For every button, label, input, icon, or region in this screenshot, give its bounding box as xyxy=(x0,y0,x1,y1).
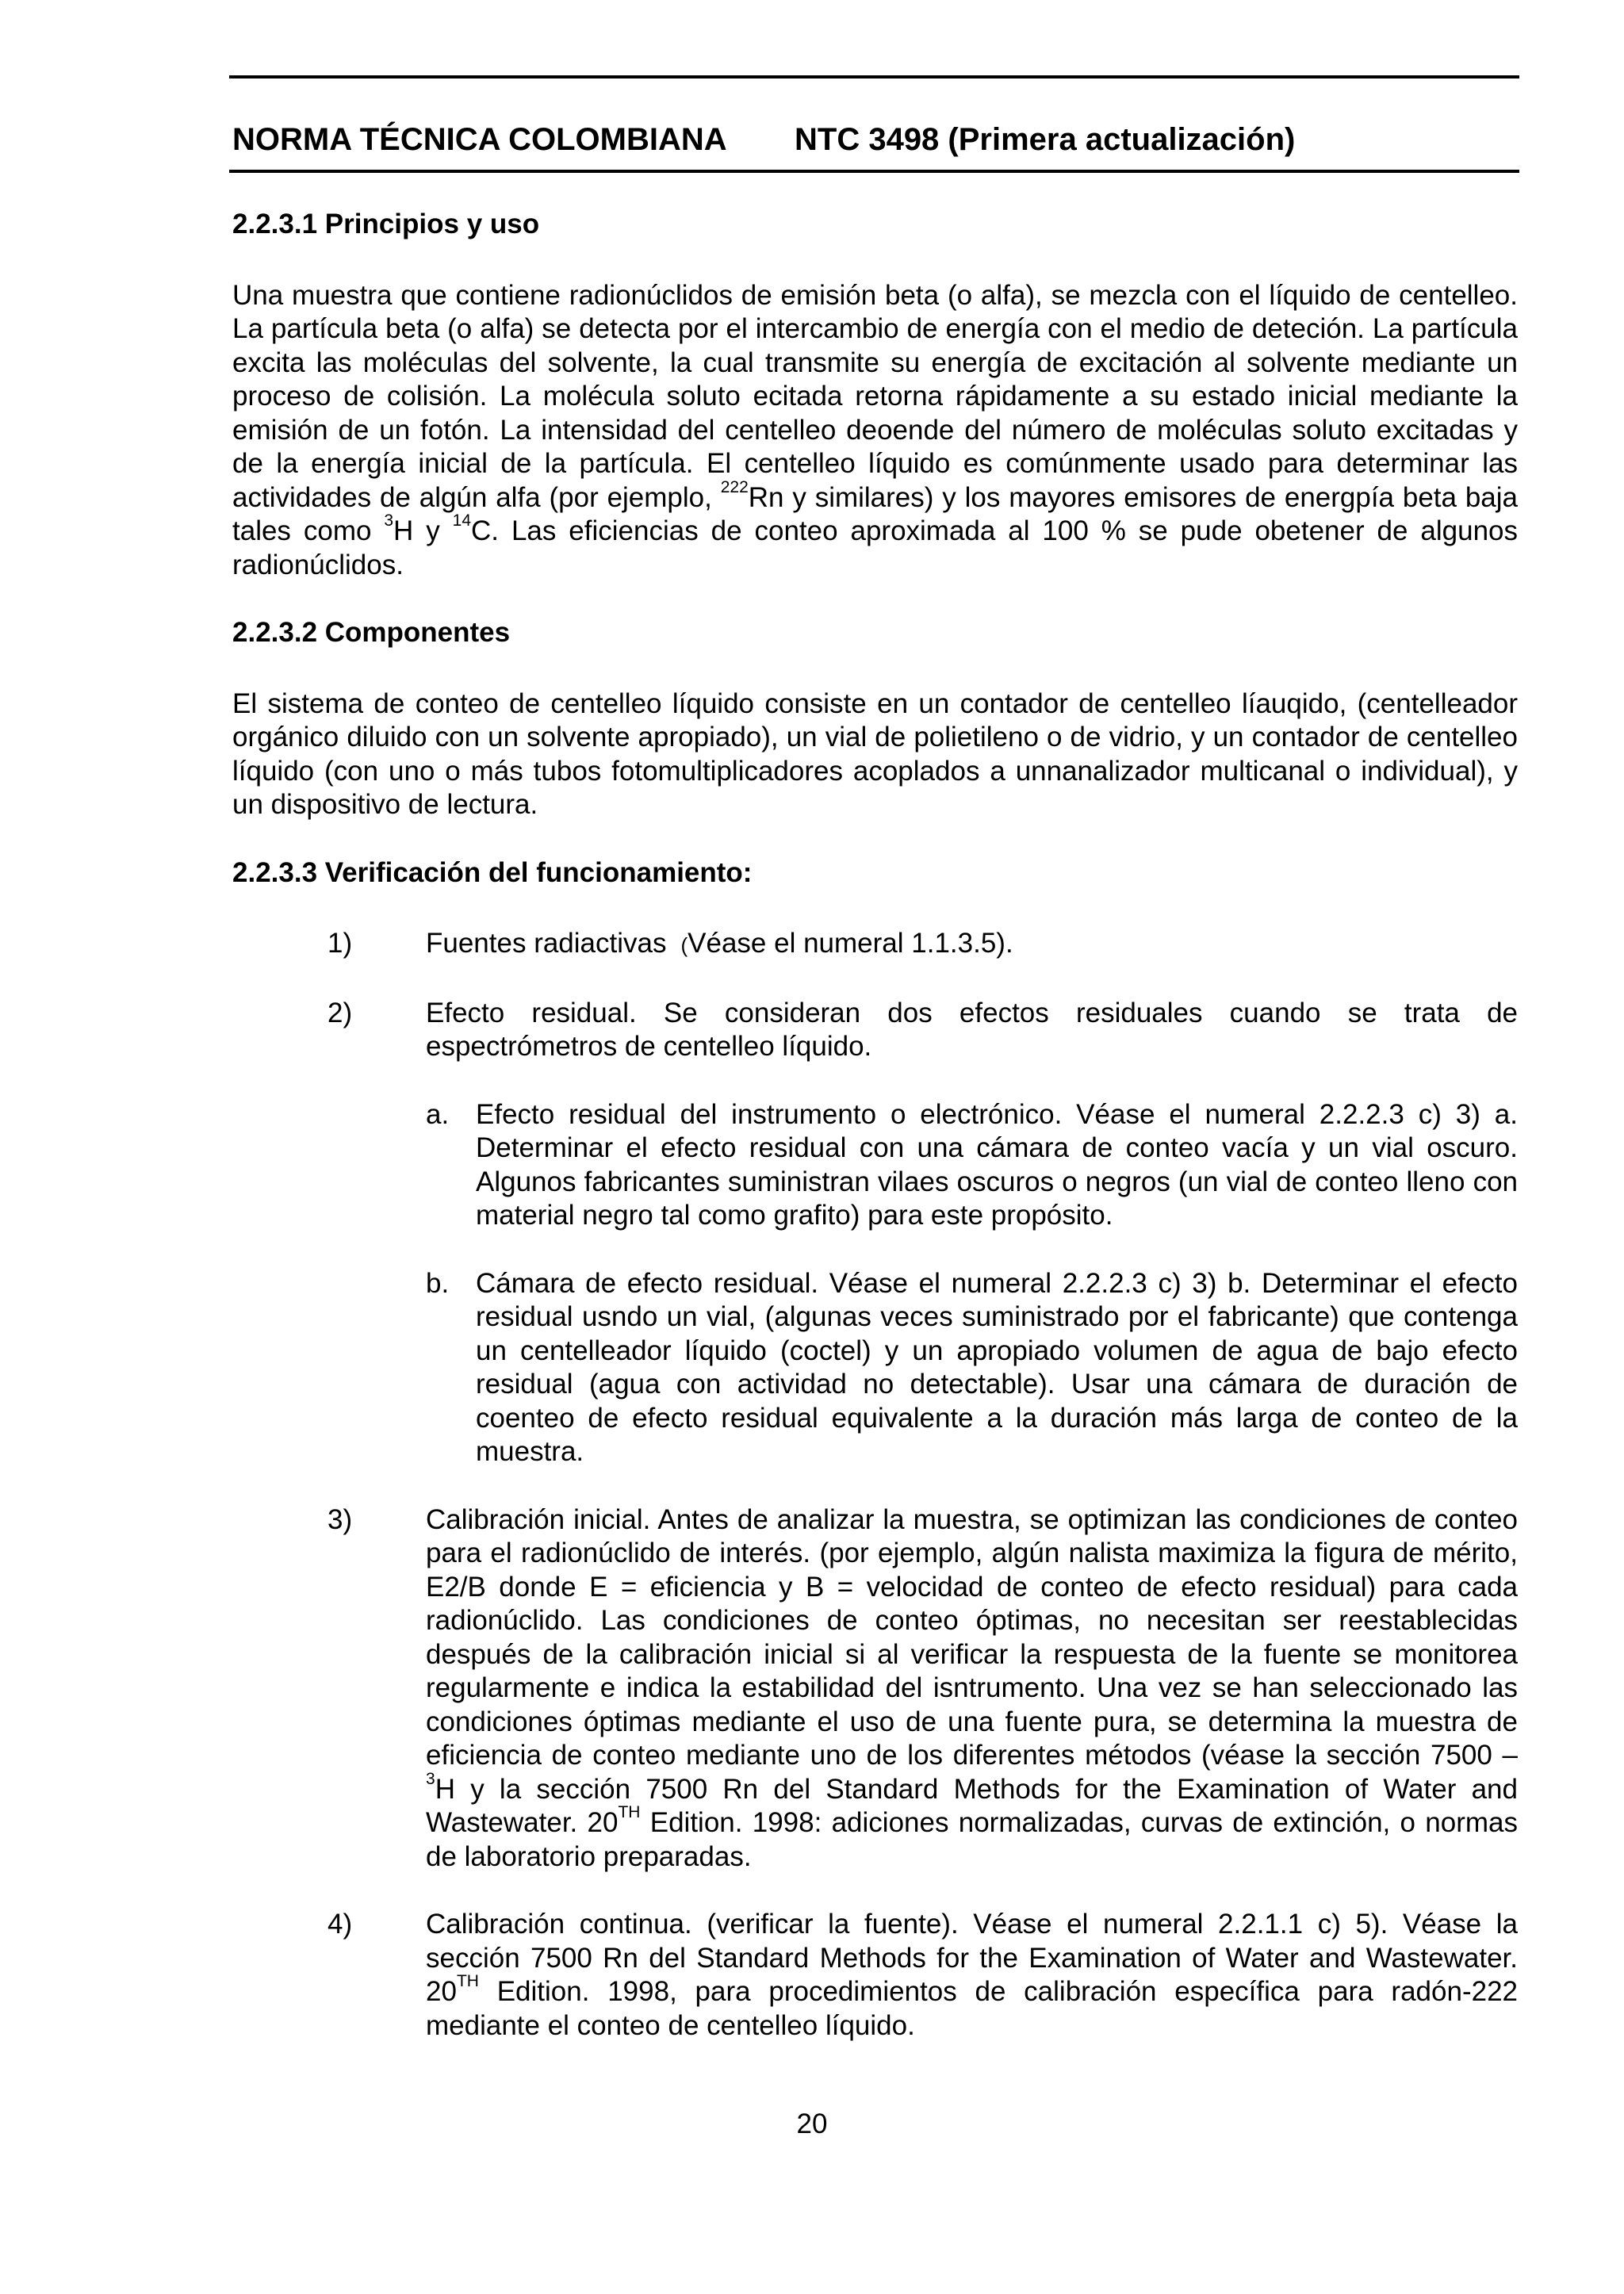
paragraph-principios: Una muestra que contiene radionúclidos de emisión beta (o alfa), se mezcla con el líquido de centelleo. La partícula beta (o alfa) se detecta por el intercambio de energía con el medio de deteción. La partícula excita las moléculas del solvente, la cual transmite su energía de excitación al solvente mediante un proceso de colisión. La molécula soluto ecitada retorna rápidamente a su estado inicial mediante la emisión de un fotón. La intensidad del centelleo deoende del número de moléculas soluto excitadas y de la energía inicial de la partícula. El centelleo líquido es comúnmente usado para determinar las actividades de algún alfa (por ejemplo, $^{222}$Rn y similares) y los mayores emisores de energpía beta baja tales como $^3$H y $^{14}$C. Las eficiencias de conteo aproximada al 100 % se pude obetener de algunos radionúclidos. xyxy=(232,279,1519,580)
list-item-2 xyxy=(232,997,1518,1064)
sub-item-text: Cámara de efecto residual. Véase el numeral 2.2.2.3 c) 3) b. Determinar el efecto residual usndo un vial, (algunas veces suministrado por el fabricante) que contenga un centelleador líquido (coctel) y un apropiado volumen de agua de bajo efecto residual (agua con actividad no detectable). Usar una cámara de duración de coenteo de efecto residual equivalente a la duración más larga de conteo de la muestra. xyxy=(476,1267,1518,1467)
list-item-text: Fuentes radiactivas (Véase el numeral 1.1.3.5). xyxy=(426,928,1013,959)
list-item-text: Efecto residual. Se consideran dos efectos residuales cuando se trata de espectrómetros de centelleo líquido. xyxy=(426,997,1518,1062)
page-number: 20 xyxy=(796,2108,828,2139)
list-item-3 xyxy=(232,1503,1518,1875)
page-content xyxy=(232,208,1518,2043)
list-number: 1) xyxy=(327,928,353,959)
list-item-text: Calibración inicial. Antes de analizar la muestra, se optimizan las condiciones de conteo para el radionúclido de interés. (por ejemplo, algún nalista maximiza la figura de mérito, E2/B donde E = eficiencia y B = velocidad de conteo de efecto residual) para cada radionúclido. Las condiciones de conteo óptimas, no necesitan ser reestablecidas después de la calibración inicial si al verificar la respuesta de la fuente se monitorea regularmente e indica la estabilidad del isntrumento. Una vez se han seleccionado las condiciones óptimas mediante el uso de una fuente pura, se determina la muestra de eficiencia de conteo mediante uno de los diferentes métodos (véase la sección 7500 – $^3$H y la sección 7500 Rn del Standard Methods for the Examination of Water and Wastewater. 20TH Edition. 1998: adiciones normalizadas, curvas de extinción, o normas de laboratorio preparadas. xyxy=(426,1503,1518,1872)
list-number: 3) xyxy=(327,1503,353,1535)
header-standard-name: NORMA TÉCNICA COLOMBIANA xyxy=(232,122,727,157)
list-item-text: Calibración continua. (verificar la fuente). Véase el numeral 2.2.1.1 c) 5). Véase la sección 7500 Rn del Standard Methods for the Examination of Water and Wastewater. 20TH Edition. 1998, para procedimientos de calibración específica para radón-222 mediante el conteo de centelleo líquido. xyxy=(426,1909,1518,2041)
list-number: 2) xyxy=(327,997,353,1028)
sub-item-a xyxy=(232,1098,1518,1233)
sub-item-letter: b. xyxy=(426,1267,450,1299)
header-standard-code: NTC 3498 (Primera actualización) xyxy=(795,122,1296,157)
sub-item-letter: a. xyxy=(426,1098,450,1130)
list-number: 4) xyxy=(327,1909,353,1940)
section-heading-componentes: 2.2.3.2 Componentes xyxy=(232,617,511,648)
paragraph-componentes: El sistema de conteo de centelleo líquido consiste en un contador de centelleo líauqido, (centelleador orgánico diluido con un solvente apropiado), un vial de polietileno o de vidrio, y un contador de centelleo líquido (con uno o más tubos fotomultiplicadores acoplados a unnanalizador multicanal o individual), y un dispositivo de lectura. xyxy=(232,687,1518,820)
section-heading-principios: 2.2.3.1 Principios y uso xyxy=(232,209,540,239)
list-item-4 xyxy=(232,1908,1518,2043)
header-bottom-rule xyxy=(229,170,1519,173)
sub-item-text: Efecto residual del instrumento o electrónico. Véase el numeral 2.2.2.3 c) 3) a. Determinar el efecto residual con una cámara de conteo vacía y un vial oscuro. Algunos fabricantes suministran vilaes oscuros o negros (un vial de conteo lleno con material negro tal como grafito) para este propósito. xyxy=(476,1098,1518,1231)
section-heading-verificacion: 2.2.3.3 Verificación del funcionamiento: xyxy=(232,856,753,888)
sub-item-b xyxy=(232,1267,1518,1469)
list-item-1 xyxy=(232,927,1518,963)
header-top-rule xyxy=(229,75,1519,79)
